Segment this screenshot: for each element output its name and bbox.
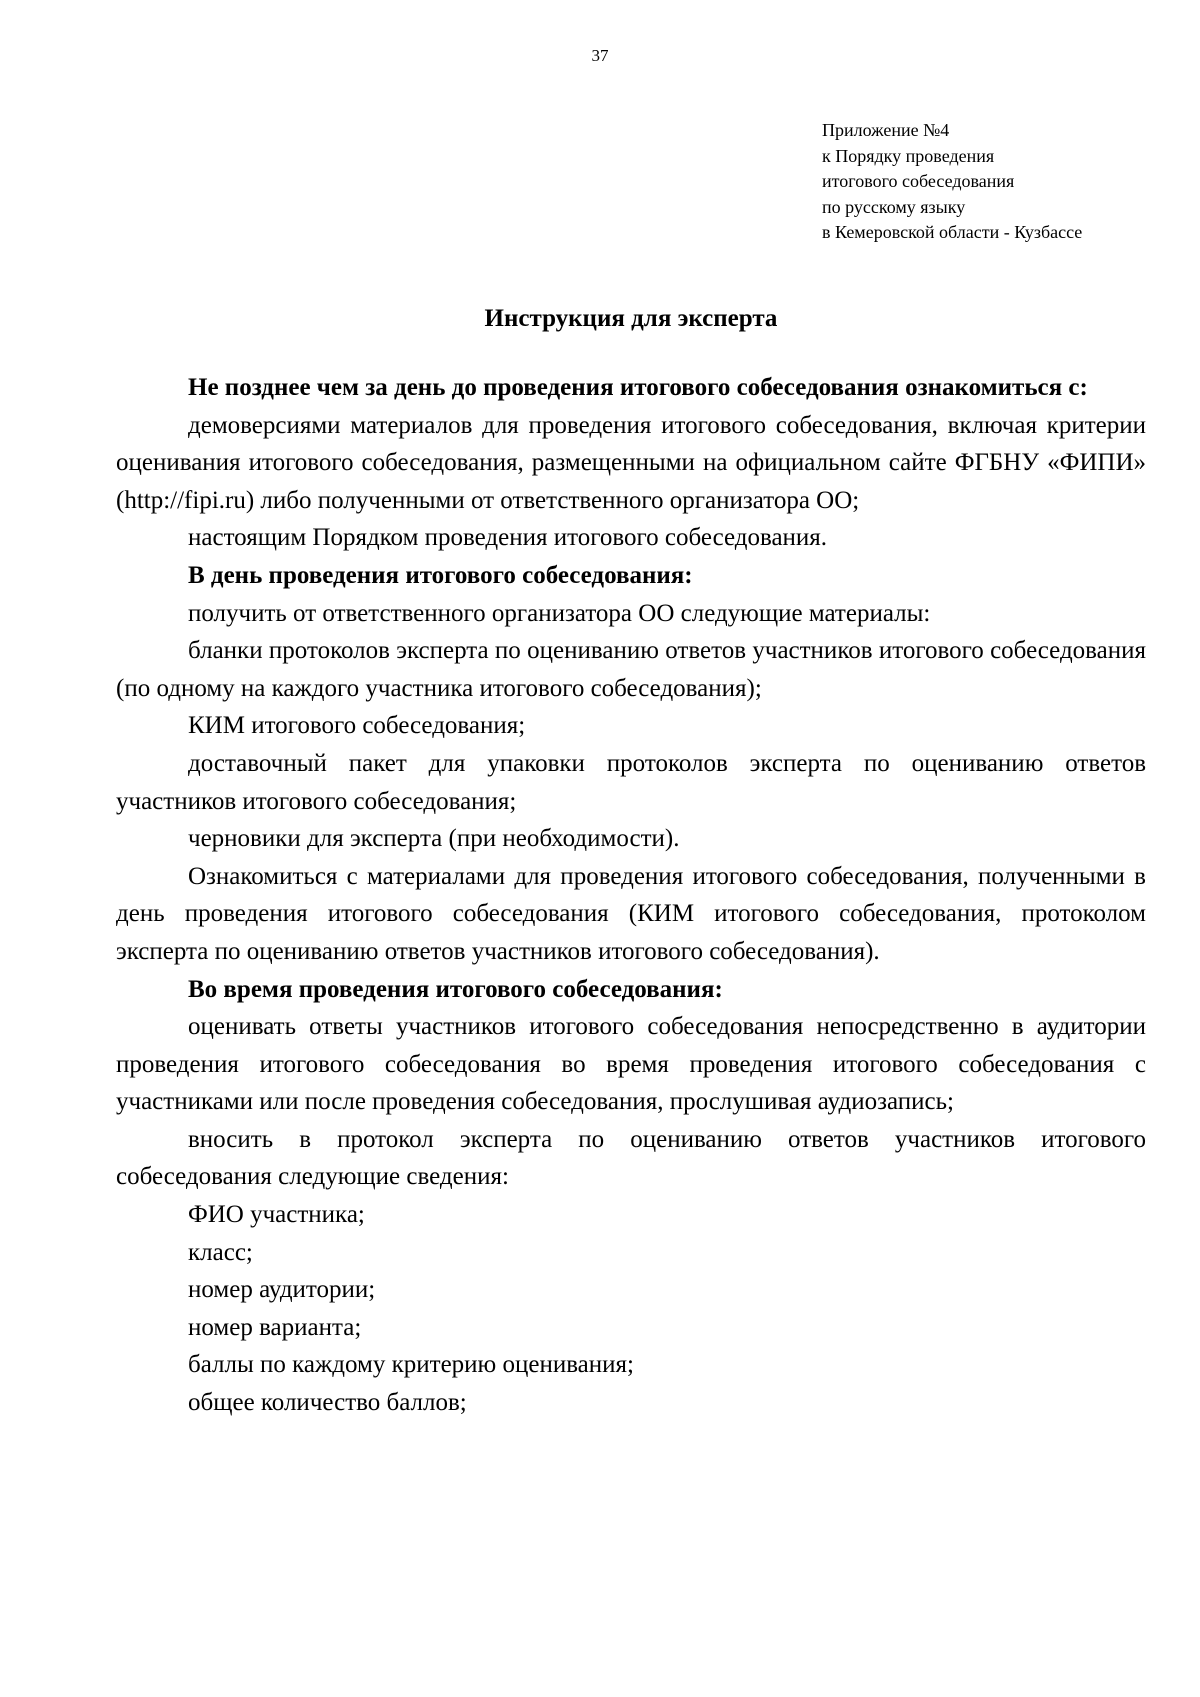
appendix-line: итогового собеседования xyxy=(822,171,1015,191)
paragraph: бланки протоколов эксперта по оцениванию ответов участников итогового собеседования (по одному на каждого участника итогового собеседования); xyxy=(116,637,1146,702)
document-body xyxy=(116,369,1146,1422)
paragraph: вносить в протокол эксперта по оцениванию ответов участников итогового собеседования следующие сведения: xyxy=(116,1125,1146,1191)
page-number: 37 xyxy=(591,46,609,65)
appendix-line: в Кемеровской области - Кузбассе xyxy=(822,222,1083,242)
paragraph: доставочный пакет для упаковки протоколов эксперта по оцениванию ответов участников итогового собеседования; xyxy=(116,749,1146,815)
list-item: баллы по каждому критерию оценивания; xyxy=(188,1351,634,1379)
appendix-block xyxy=(822,118,1182,246)
paragraph: получить от ответственного организатора ОО следующие материалы: xyxy=(188,599,931,627)
paragraph: черновики для эксперта (при необходимости). xyxy=(188,825,680,853)
list-item: класс; xyxy=(188,1238,253,1266)
paragraph: Ознакомиться с материалами для проведения итогового собеседования, полученными в день проведения итогового собеседования (КИМ итогового собеседования, протоколом эксперта по оцениванию ответов участников итогового собеседования). xyxy=(116,862,1146,965)
section-heading: Во время проведения итогового собеседования: xyxy=(188,975,723,1003)
list-item: номер аудитории; xyxy=(188,1276,376,1304)
paragraph: оценивать ответы участников итогового собеседования непосредственно в аудитории проведения итогового собеседования во время проведения итогового собеседования с участниками или после проведения собеседования, прослушивая аудиозапись; xyxy=(116,1013,1146,1116)
document-title: Инструкция для эксперта xyxy=(484,305,778,332)
section-heading: Не позднее чем за день до проведения итогового собеседования ознакомиться с: xyxy=(188,374,1088,401)
section-heading: В день проведения итогового собеседования: xyxy=(188,561,693,589)
appendix-line: к Порядку проведения xyxy=(822,145,995,166)
paragraph: КИМ итогового собеседования; xyxy=(188,712,526,740)
list-item: общее количество баллов; xyxy=(188,1389,467,1417)
appendix-line: Приложение №4 xyxy=(822,120,950,140)
paragraph: настоящим Порядком проведения итогового собеседования. xyxy=(188,524,828,552)
list-item: ФИО участника; xyxy=(188,1201,365,1229)
paragraph: демоверсиями материалов для проведения итогового собеседования, включая критерии оценивания итогового собеседования, размещенными на официальном сайте ФГБНУ «ФИПИ» (http://fipi.ru) либо полученными от ответственного организатора ОО; xyxy=(116,411,1146,514)
appendix-line: по русскому языку xyxy=(822,196,966,217)
list-item: номер варианта; xyxy=(188,1313,362,1341)
